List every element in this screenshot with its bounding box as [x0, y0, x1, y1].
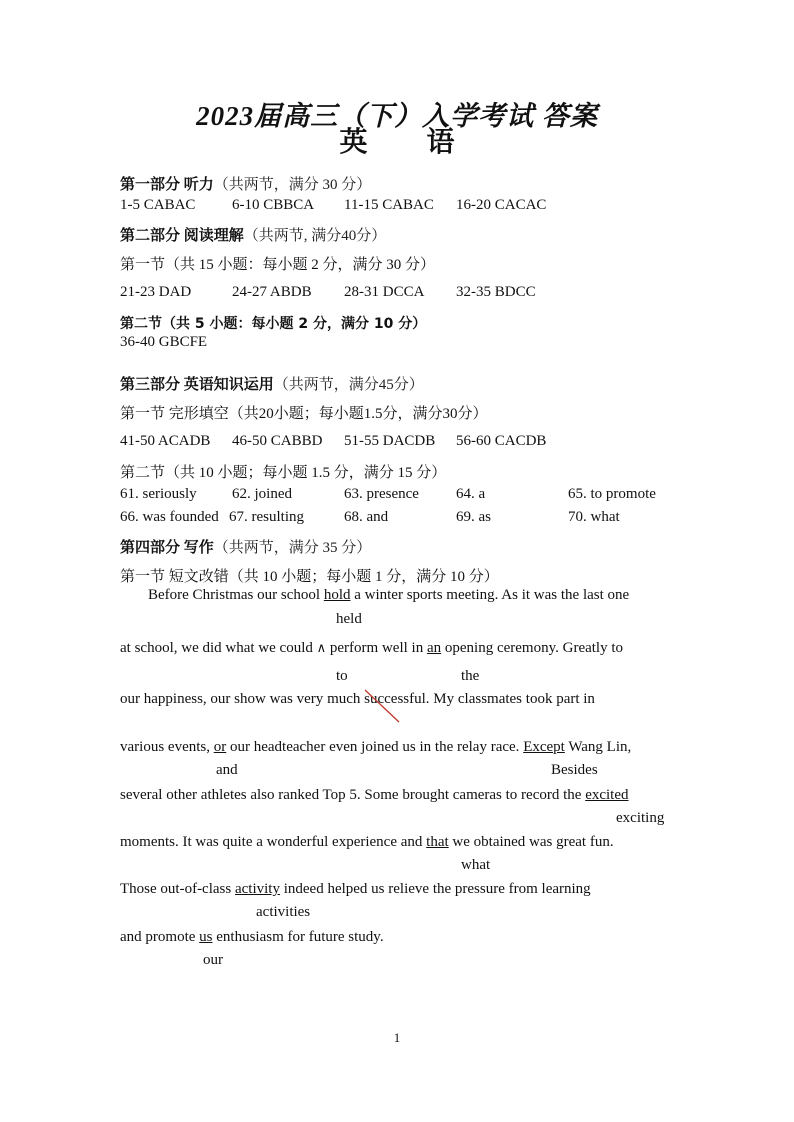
part3-section2-heading: 第二节（共 10 小题；每小题 1.5 分，满分 15 分）	[120, 465, 447, 481]
page-number: 1	[393, 1030, 401, 1045]
part2-section1-heading: 第一节（共 15 小题：每小题 2 分，满分 30 分）	[120, 257, 436, 273]
passage-line-4	[120, 739, 631, 756]
passage-text: we obtained was great fun.	[448, 834, 614, 850]
part1-heading: 第一部分 听力	[120, 177, 214, 193]
part3-heading: 第三部分 英语知识运用	[120, 377, 274, 393]
part3-note: （共两节，满分45分）	[273, 377, 424, 393]
passage-text: a winter sports meeting. As it was the last one	[350, 587, 630, 603]
passage-text: Wang Lin,	[564, 739, 632, 755]
answer-61: 61. seriously	[120, 486, 197, 502]
part2-section2-heading: 第二节（共 5 小题：每小题 2 分，满分 10 分）	[120, 316, 427, 332]
error-word: an	[426, 640, 442, 656]
answer-32-35: 32-35 BDCC	[456, 284, 536, 300]
part4-section1-heading-line	[120, 565, 499, 586]
passage-text: our headteacher even joined us in the relay race.	[226, 739, 524, 755]
answer-68: 68. and	[344, 509, 389, 525]
part4-note: （共两节，满分 35 分）	[213, 540, 372, 556]
error-word: activity	[234, 881, 280, 897]
passage-text: our happiness, our show was very	[120, 691, 328, 707]
passage-line-6	[120, 834, 614, 851]
part1-note: （共两节，满分 30 分）	[213, 177, 372, 193]
passage-text: Those out-of-class	[120, 881, 235, 897]
passage-text: perform well in	[326, 640, 427, 656]
correction-word: the	[461, 668, 480, 684]
passage-text: successful. My classmates took part in	[360, 691, 595, 707]
answer-6-10: 6-10 CBBCA	[232, 197, 315, 213]
passage-text: enthusiasm for future study.	[212, 929, 384, 945]
answer-65: 65. to promote	[568, 486, 656, 502]
correction-word: activities	[256, 904, 311, 920]
answer-67: 67. resulting	[229, 509, 304, 525]
part2-heading-line	[120, 224, 386, 245]
correction-word: exciting	[616, 810, 665, 826]
passage-text: indeed helped us relieve the pressure from learning	[279, 881, 591, 897]
error-word: or	[213, 739, 227, 755]
subject-title: 英 语	[339, 127, 481, 158]
passage-line-5	[120, 787, 629, 804]
part3-section1-note: （共20小题；每小题1.5分，满分30分）	[228, 406, 488, 422]
correction-word: to	[336, 668, 348, 684]
passage-text: various events,	[120, 739, 214, 755]
answer-21-23: 21-23 DAD	[120, 284, 192, 300]
answer-41-50: 41-50 ACADB	[120, 433, 211, 449]
document-title: 2023届高三（下）入学考试 答案	[196, 101, 598, 131]
part3-section1-heading: 第一节 完形填空	[120, 406, 229, 422]
passage-line-3	[120, 691, 595, 708]
part3-heading-line	[120, 373, 424, 394]
correction-word: held	[336, 611, 362, 627]
answer-28-31: 28-31 DCCA	[344, 284, 425, 300]
answer-51-55: 51-55 DACDB	[344, 433, 436, 449]
error-word: that	[426, 834, 449, 850]
error-word: hold	[323, 587, 351, 603]
correction-word: Besides	[551, 762, 598, 778]
passage-text: opening ceremony. Greatly to	[441, 640, 624, 656]
error-word: Except	[523, 739, 565, 755]
correction-word: and	[216, 762, 238, 778]
part4-section1-heading: 第一节 短文改错	[120, 569, 229, 585]
passage-text: several other athletes also ranked Top 5. Some brought cameras to record the	[120, 787, 586, 803]
error-word: us	[199, 929, 213, 945]
answer-70: 70. what	[568, 509, 620, 525]
deleted-word: much	[327, 691, 361, 707]
part4-heading: 第四部分 写作	[120, 540, 214, 556]
answer-11-15: 11-15 CABAC	[344, 197, 434, 213]
passage-line-2	[120, 640, 623, 657]
answer-62: 62. joined	[232, 486, 292, 502]
error-word: excited	[585, 787, 629, 803]
answer-1-5: 1-5 CABAC	[120, 197, 196, 213]
answer-66: 66. was founded	[120, 509, 219, 525]
answer-16-20: 16-20 CACAC	[456, 197, 547, 213]
correction-word: our	[203, 952, 223, 968]
part2-note: （共两节, 满分40分）	[243, 228, 387, 244]
correction-word: what	[461, 857, 491, 873]
part4-heading-line	[120, 536, 371, 557]
answer-63: 63. presence	[344, 486, 419, 502]
passage-text: moments. It was quite a wonderful experience and	[120, 834, 427, 850]
answer-24-27: 24-27 ABDB	[232, 284, 312, 300]
passage-line-7	[120, 881, 591, 898]
delete-mark-icon	[363, 688, 403, 724]
passage-text: and promote	[120, 929, 200, 945]
passage-text: Before Christmas our school	[148, 587, 324, 603]
insert-caret-icon: ∧	[316, 641, 327, 656]
passage-line-8	[120, 929, 384, 946]
part4-section1-note: （共 10 小题；每小题 1 分，满分 10 分）	[228, 569, 499, 585]
answer-36-40: 36-40 GBCFE	[120, 334, 208, 350]
answer-64: 64. a	[456, 486, 486, 502]
passage-line-1	[148, 587, 629, 604]
answer-69: 69. as	[456, 509, 491, 525]
part2-heading: 第二部分 阅读理解	[120, 228, 244, 244]
answer-56-60: 56-60 CACDB	[456, 433, 547, 449]
part3-section1-heading-line	[120, 402, 488, 423]
answer-46-50: 46-50 CABBD	[232, 433, 323, 449]
part1-heading-line	[120, 173, 371, 194]
passage-text: at school, we did what we could	[120, 640, 317, 656]
